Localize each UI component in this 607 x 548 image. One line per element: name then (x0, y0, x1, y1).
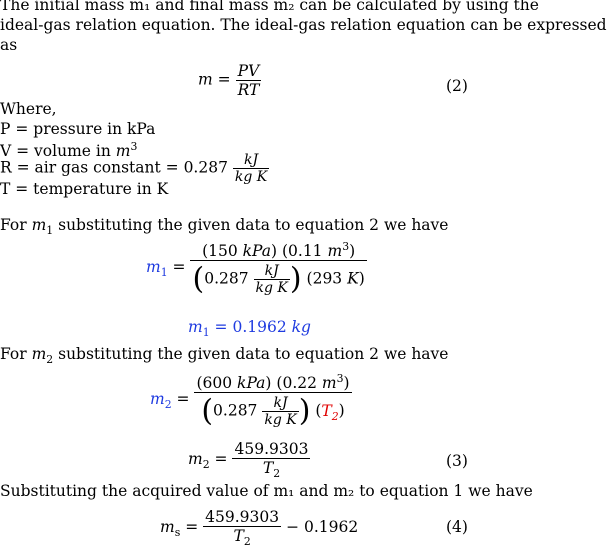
m1-equation-denominator: (0.287 $\frac{kJ}{\text{kg K}}$ ) (293 K) (192, 261, 365, 297)
equation-2-denominator: RT (237, 81, 260, 99)
intro-line-3: as (0, 36, 18, 54)
m1-equation: $m_1$ = (150 kPa) (0.11 $m^3$) (0.287 $\frac{kJ}{\text{kg K}}$ ) (293 K) (146, 240, 365, 297)
equation-3-numerator: 459.9303 (234, 440, 309, 458)
m2-equation-denominator: (0.287 $\frac{kJ}{\text{kg K}}$ ) $(T_2)$ (194, 392, 351, 428)
m1-intro (0, 216, 448, 237)
equation-4-number: (4) (446, 518, 468, 536)
intro-line-2: ideal-gas relation equation. The ideal-gas relation equation can be expressed (0, 16, 607, 34)
where-gas-constant-unit (233, 152, 269, 185)
equation-4-denominator: $T_2$ (203, 526, 281, 548)
m1-equation-numerator: (150 kPa) (0.11 $m^3$) (202, 240, 356, 261)
where-pressure: P = pressure in kPa (0, 120, 156, 138)
m1-result-unit: kg (291, 318, 311, 336)
where-gas-constant-unit-den: kg K (234, 169, 268, 185)
equation-3-denominator: $T_2$ (232, 458, 310, 480)
m2-intro-sub: 2 (46, 353, 54, 367)
where-gas-constant-unit-num: kJ (244, 152, 259, 168)
m1-equation-fraction (190, 240, 366, 296)
m1-intro-post: substituting the given data to equation 2 we have (53, 216, 449, 234)
m2-equation-lhs: $m_2$ (150, 390, 172, 412)
equation-3-fraction (232, 440, 310, 480)
equation-2-numerator: PV (237, 62, 260, 80)
equation-3-number: (3) (446, 452, 468, 470)
m1-result: $m_1 = 0.1962$ kg (188, 318, 311, 340)
m2-equation-numerator: (600 kPa) (0.22 $m^3$) (196, 372, 350, 393)
m2-intro-post: substituting the given data to equation 2 we have (53, 345, 449, 363)
where-volume-exponent: 3 (130, 140, 138, 153)
where-volume-unit: m (115, 142, 131, 161)
equation-3: $m_2$ = $\frac{459.9303}{T_2}$ (188, 440, 309, 481)
where-heading: Where, (0, 100, 57, 118)
m2-equation: $m_2$ = (600 kPa) (0.22 $m^3$) (0.287 $\frac{kJ}{\text{kg K}}$ ) $(T_2)$ (150, 372, 350, 429)
m1-intro-pre: For (0, 216, 32, 234)
where-gas-constant-text: R = air gas constant = 0.287 (0, 158, 228, 177)
equation-4-fraction (203, 508, 281, 548)
m1-intro-sub: 1 (46, 224, 54, 238)
m2-intro-var: m (31, 345, 47, 363)
intro-line-1: The initial mass m₁ and final mass m₂ can be calculated by using the (0, 0, 539, 14)
m1-result-value: = 0.1962 (214, 318, 287, 336)
m2-intro (0, 345, 448, 366)
where-temperature: T = temperature in K (0, 180, 169, 198)
where-volume-text: V = volume in (0, 142, 116, 161)
equation-2-number: (2) (446, 77, 468, 95)
m2-equation-fraction (194, 372, 351, 428)
equation-2-lhs: m = (198, 70, 231, 89)
m2-denominator-temperature: $T_2$ (321, 401, 339, 423)
equation-4: $m_s$ = $\frac{459.9303}{T_2}$ − 0.1962 (160, 508, 359, 548)
m1-intro-var: m (31, 216, 47, 234)
equation-4-tail: − 0.1962 (286, 518, 359, 537)
equation-2 (198, 62, 261, 99)
equation-4-numerator: 459.9303 (205, 508, 280, 526)
m1-equation-lhs: $m_1$ (146, 258, 168, 280)
equation-2-fraction (236, 62, 262, 99)
substitute-line: Substituting the acquired value of m₁ and m₂ to equation 1 we have (0, 482, 533, 500)
m2-intro-pre: For (0, 345, 32, 363)
